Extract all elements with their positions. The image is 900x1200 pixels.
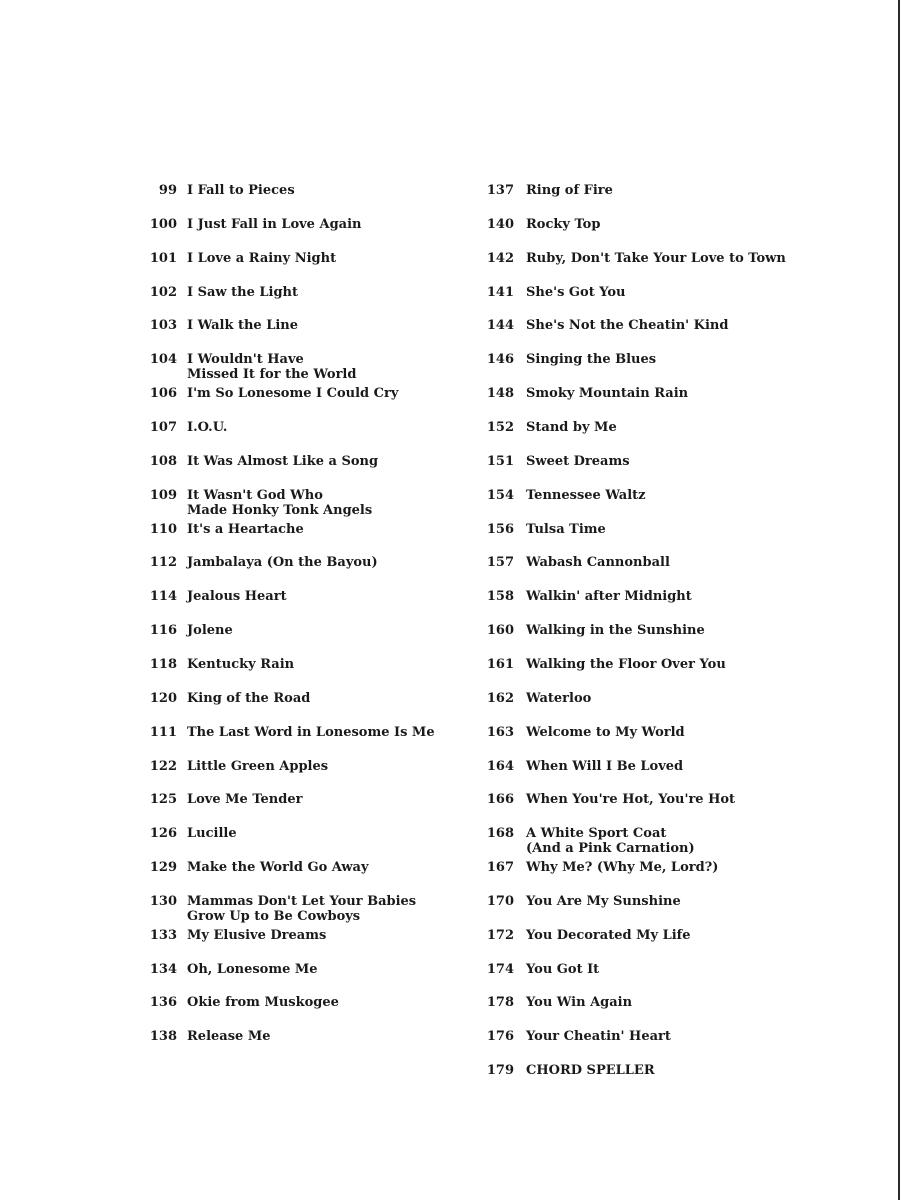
entry-song-title: Walking in the Sunshine: [526, 623, 705, 638]
contents-entry: [140, 589, 287, 604]
entry-page-number: 156: [486, 521, 514, 537]
entry-page-number: 102: [149, 284, 177, 300]
entry-page-number: 104: [149, 352, 177, 368]
entry-song-title: King of the Road: [187, 690, 311, 706]
entry-page-number: 138: [149, 1029, 177, 1045]
contents-entry: [482, 522, 606, 537]
entry-song-title: It Was Almost Like a Song: [187, 453, 379, 469]
entry-page-number: 151: [486, 453, 514, 469]
entry-song-title: Jolene: [187, 623, 233, 638]
entry-page-number: 148: [486, 386, 514, 402]
entry-song-title: I.O.U.: [187, 420, 228, 435]
contents-entry: [482, 995, 632, 1010]
entry-song-title: Walkin' after Midnight: [526, 589, 692, 605]
entry-song-title: I Fall to Pieces: [187, 183, 295, 198]
entry-song-title: I Just Fall in Love Again: [187, 216, 362, 232]
contents-entry: [482, 589, 692, 604]
entry-page-number: 140: [486, 216, 514, 232]
entry-song-title: Tulsa Time: [526, 521, 606, 537]
contents-entry: [482, 826, 695, 856]
contents-entry: [140, 217, 361, 232]
entry-page-number: 126: [149, 826, 177, 842]
contents-entry: [140, 386, 398, 401]
contents-entry: [140, 691, 310, 706]
entry-song-title: My Elusive Dreams: [187, 927, 327, 943]
entry-page-number: 167: [486, 860, 514, 875]
entry-page-number: 133: [149, 927, 177, 943]
entry-page-number: 152: [486, 420, 514, 435]
entry-song-title: I'm So Lonesome I Could Cry: [187, 386, 399, 402]
entry-song-title: Wabash Cannonball: [526, 555, 670, 571]
contents-entry: [140, 1029, 270, 1044]
entry-song-title: Mammas Don't Let Your Babies Grow Up to Be Cowboys: [187, 893, 417, 924]
contents-entry: [482, 894, 681, 909]
contents-entry: [140, 352, 356, 382]
contents-entry: [482, 1029, 671, 1044]
entry-page-number: 99: [158, 183, 177, 198]
contents-entry: [140, 183, 295, 198]
entry-page-number: 118: [149, 656, 177, 672]
entry-page-number: 122: [149, 758, 177, 774]
entry-page-number: 157: [486, 555, 514, 571]
entry-song-title: The Last Word in Lonesome Is Me: [187, 724, 435, 740]
entry-song-title: Waterloo: [526, 690, 592, 706]
entry-page-number: 146: [486, 352, 514, 368]
contents-entry: [482, 318, 728, 333]
entry-page-number: 130: [149, 893, 177, 909]
entry-page-number: 111: [149, 724, 177, 740]
entry-song-title: Kentucky Rain: [187, 656, 295, 672]
entry-song-title: Release Me: [187, 1029, 271, 1045]
contents-entry: [140, 522, 304, 537]
contents-entry: [140, 285, 298, 300]
contents-entry: [482, 352, 656, 367]
entry-page-number: 100: [149, 216, 177, 232]
entry-song-title: Oh, Lonesome Me: [187, 961, 318, 977]
contents-entry: [140, 928, 326, 943]
entry-page-number: 168: [486, 826, 514, 842]
entry-page-number: 176: [486, 1029, 514, 1045]
contents-entry: [140, 420, 227, 435]
entry-song-title: Why Me? (Why Me, Lord?): [526, 860, 719, 875]
contents-entry: [482, 792, 735, 807]
entry-song-title: I Love a Rainy Night: [187, 250, 337, 266]
entry-song-title: Welcome to My World: [526, 724, 685, 740]
contents-entry: [140, 488, 372, 518]
contents-entry: [140, 725, 435, 740]
contents-entry: [482, 657, 726, 672]
entry-song-title: She's Not the Cheatin' Kind: [526, 318, 729, 334]
entry-song-title: Tennessee Waltz: [526, 487, 646, 503]
entry-song-title: Little Green Apples: [187, 758, 329, 774]
entry-song-title: Make the World Go Away: [187, 860, 369, 875]
contents-entry: [482, 285, 626, 300]
entry-page-number: 161: [486, 656, 514, 672]
entry-page-number: 174: [486, 961, 514, 977]
contents-entry: [140, 555, 378, 570]
contents-entry: [140, 792, 302, 807]
contents-entry: [482, 962, 599, 977]
contents-entry: [482, 555, 670, 570]
entry-page-number: 160: [486, 623, 514, 638]
entry-song-title: Singing the Blues: [526, 352, 657, 368]
entry-page-number: 129: [149, 860, 177, 875]
entry-page-number: 166: [486, 792, 514, 808]
contents-entry: [140, 454, 378, 469]
contents-entry: [482, 860, 718, 875]
entry-page-number: 120: [149, 690, 177, 706]
entry-song-title: She's Got You: [526, 284, 626, 300]
contents-entry: [140, 657, 294, 672]
entry-page-number: 154: [486, 487, 514, 503]
entry-song-title: Love Me Tender: [187, 792, 303, 808]
entry-song-title: Stand by Me: [526, 420, 617, 435]
contents-entry: [482, 725, 685, 740]
entry-song-title: Walking the Floor Over You: [526, 656, 726, 672]
contents-entry: [482, 691, 591, 706]
contents-entry: [482, 488, 646, 503]
entry-page-number: 101: [149, 250, 177, 266]
entry-page-number: 164: [486, 758, 514, 774]
entry-page-number: 137: [486, 183, 514, 198]
entry-song-title: You Got It: [526, 961, 600, 977]
entry-page-number: 163: [486, 724, 514, 740]
entry-page-number: 110: [149, 521, 177, 537]
entry-page-number: 106: [149, 386, 177, 402]
entry-song-title: You Are My Sunshine: [526, 893, 681, 909]
entry-page-number: 112: [149, 555, 177, 571]
entry-page-number: 114: [149, 589, 177, 605]
entry-page-number: 158: [486, 589, 514, 605]
entry-song-title: I Wouldn't Have Missed It for the World: [187, 352, 357, 383]
contents-entry: [482, 759, 683, 774]
entry-page-number: 136: [149, 995, 177, 1011]
entry-song-title: Rocky Top: [526, 216, 601, 232]
contents-entry: [140, 251, 336, 266]
entry-page-number: 172: [486, 927, 514, 943]
contents-entry: [482, 1063, 655, 1078]
contents-entry: [482, 454, 630, 469]
contents-entry: [482, 386, 688, 401]
entry-page-number: 109: [149, 487, 177, 503]
contents-entry: [482, 217, 600, 232]
entry-song-title: Smoky Mountain Rain: [526, 386, 689, 402]
entry-page-number: 108: [149, 453, 177, 469]
entry-song-title: CHORD SPELLER: [526, 1063, 655, 1079]
contents-entry: [140, 623, 233, 638]
entry-page-number: 134: [149, 961, 177, 977]
entry-song-title: When You're Hot, You're Hot: [526, 792, 736, 808]
entry-page-number: 144: [486, 318, 514, 334]
entry-song-title: I Saw the Light: [187, 284, 299, 300]
entry-song-title: Your Cheatin' Heart: [526, 1029, 671, 1045]
entry-song-title: You Decorated My Life: [526, 927, 691, 943]
contents-entry: [140, 759, 328, 774]
entry-page-number: 103: [149, 318, 177, 334]
contents-entry: [140, 318, 298, 333]
contents-entry: [140, 826, 237, 841]
entry-song-title: Sweet Dreams: [526, 453, 630, 469]
contents-entry: [140, 995, 339, 1010]
entry-song-title: Okie from Muskogee: [187, 995, 339, 1011]
entry-song-title: Lucille: [187, 826, 237, 842]
contents-entry: [140, 860, 369, 875]
entry-song-title: Jambalaya (On the Bayou): [187, 555, 378, 571]
entry-page-number: 179: [486, 1063, 514, 1079]
entry-page-number: 107: [149, 420, 177, 435]
entry-page-number: 116: [149, 623, 177, 638]
entry-song-title: A White Sport Coat (And a Pink Carnation): [526, 826, 695, 857]
entry-song-title: I Walk the Line: [187, 318, 299, 334]
entry-page-number: 142: [486, 250, 514, 266]
contents-entry: [482, 420, 617, 435]
entry-song-title: Ruby, Don't Take Your Love to Town: [526, 250, 786, 266]
entry-page-number: 162: [486, 690, 514, 706]
entry-song-title: It Wasn't God Who Made Honky Tonk Angels: [187, 487, 373, 518]
entry-page-number: 170: [486, 893, 514, 909]
contents-entry: [482, 183, 613, 198]
contents-entry: [140, 894, 416, 924]
entry-page-number: 178: [486, 995, 514, 1011]
contents-entry: [482, 928, 691, 943]
entry-page-number: 125: [149, 792, 177, 808]
entry-page-number: 141: [486, 284, 514, 300]
entry-song-title: You Win Again: [526, 995, 633, 1011]
entry-song-title: Jealous Heart: [187, 589, 287, 605]
contents-entry: [140, 962, 318, 977]
contents-entry: [482, 251, 786, 266]
contents-entry: [482, 623, 705, 638]
entry-song-title: Ring of Fire: [526, 183, 613, 198]
entry-song-title: It's a Heartache: [187, 521, 304, 537]
entry-song-title: When Will I Be Loved: [526, 758, 684, 774]
